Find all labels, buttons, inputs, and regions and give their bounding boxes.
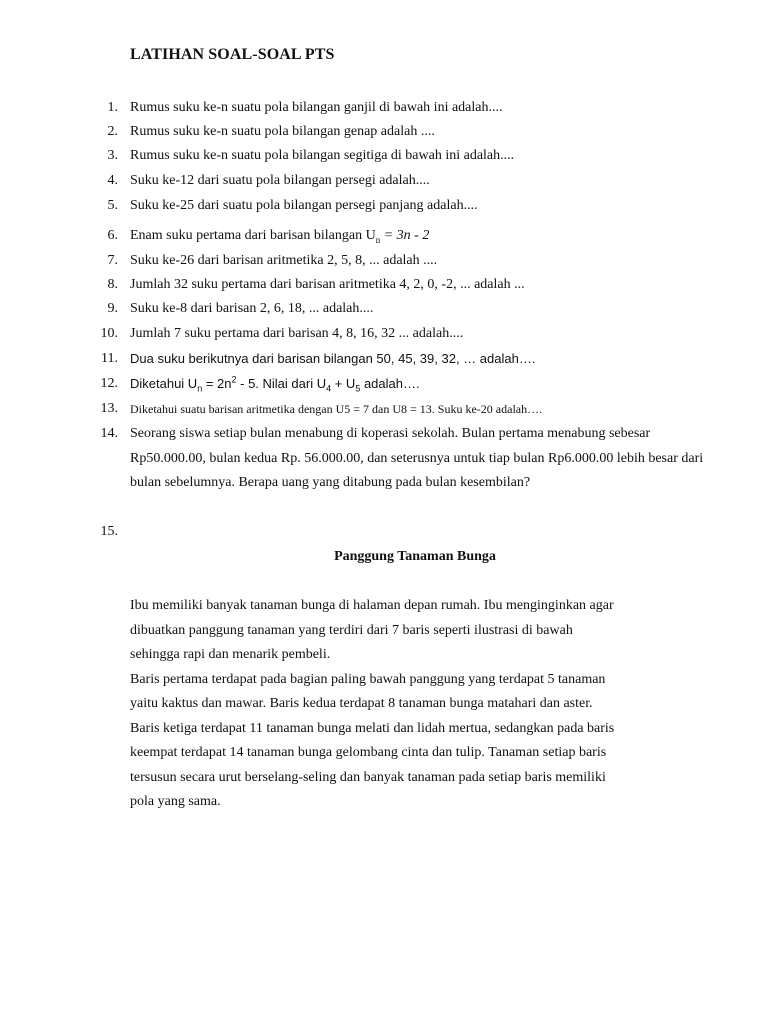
question-text: Suku ke-26 dari barisan aritmetika 2, 5, 8, ... adalah .... <box>130 253 438 268</box>
question-number: 6. <box>107 228 118 243</box>
question-number: 5. <box>107 198 118 213</box>
question-text: Rumus suku ke-n suatu pola bilangan genap adalah .... <box>130 124 435 139</box>
story-line: dibuatkan panggung tanaman yang terdiri dari 7 baris seperti ilustrasi di bawah <box>130 622 573 638</box>
question-number: 15. <box>100 524 118 539</box>
question-number: 4. <box>107 173 118 188</box>
story-line: tersusun secara urut berselang-seling dan banyak tanaman pada setiap baris memiliki <box>130 769 606 785</box>
question-number: 9. <box>107 301 118 316</box>
question-number: 14. <box>100 426 118 441</box>
story-line: Baris ketiga terdapat 11 tanaman bunga melati dan lidah mertua, sedangkan pada baris <box>130 720 615 736</box>
question-text: Jumlah 32 suku pertama dari barisan aritmetika 4, 2, 0, -2, ... adalah ... <box>130 277 525 292</box>
page-title: LATIHAN SOAL-SOAL PTS <box>130 46 335 63</box>
question-text: Diketahui $U_n = 2n^2 - 5$. Nilai dari $U_4 + U_5$ adalah…. <box>130 374 420 394</box>
question-text: Dua suku berikutnya dari barisan bilangan 50, 45, 39, 32, … adalah…. <box>130 351 536 366</box>
question-14-text <box>130 422 710 496</box>
story-line: sehingga rapi dan menarik pembeli. <box>130 647 331 662</box>
question-text: Suku ke-8 dari barisan 2, 6, 18, ... adalah.... <box>130 301 374 316</box>
question-number: 13. <box>100 401 118 416</box>
question-text: Suku ke-12 dari suatu pola bilangan persegi adalah.... <box>130 173 430 188</box>
story-line: pola yang sama. <box>130 794 221 809</box>
question-text-line: bulan sebelumnya. Berapa uang yang ditabung pada bulan kesembilan? <box>130 475 531 490</box>
question-number: 8. <box>107 277 118 292</box>
question-number: 11. <box>101 351 118 366</box>
story-line: Ibu memiliki banyak tanaman bunga di halaman depan rumah. Ibu menginginkan agar <box>130 598 614 613</box>
question-text: Suku ke-25 dari suatu pola bilangan persegi panjang adalah.... <box>130 198 478 213</box>
question-number: 12. <box>100 376 118 391</box>
story-line: keempat terdapat 14 tanaman bunga gelombang cinta dan tulip. Tanaman setiap baris <box>130 745 607 760</box>
question-text: Enam suku pertama dari barisan bilangan $U_n = 3n - 2$ <box>130 228 430 245</box>
question-text-line: Seorang siswa setiap bulan menabung di koperasi sekolah. Bulan pertama menabung sebesar <box>130 426 651 441</box>
question-number: 1. <box>107 100 118 115</box>
question-number: 7. <box>107 253 118 268</box>
story-line: yaitu kaktus dan mawar. Baris kedua terdapat 8 tanaman bunga matahari dan aster. <box>130 696 593 711</box>
question-text: Diketahui suatu barisan aritmetika dengan U5 = 7 dan U8 = 13. Suku ke-20 adalah…. <box>130 402 543 416</box>
question-text: Rumus suku ke-n suatu pola bilangan segitiga di bawah ini adalah.... <box>130 148 515 163</box>
story-text <box>130 594 630 815</box>
story-title: Panggung Tanaman Bunga <box>334 549 496 564</box>
question-text: Rumus suku ke-n suatu pola bilangan ganjil di bawah ini adalah.... <box>130 100 503 115</box>
question-number: 2. <box>107 124 118 139</box>
story-line: Baris pertama terdapat pada bagian paling bawah panggung yang terdapat 5 tanaman <box>130 671 606 687</box>
question-number: 10. <box>100 326 118 341</box>
question-text: Jumlah 7 suku pertama dari barisan 4, 8, 16, 32 ... adalah.... <box>130 326 464 341</box>
question-text-line: Rp50.000.00, bulan kedua Rp. 56.000.00, dan seterusnya untuk tiap bulan Rp6.000.00 lebih besar dari <box>130 450 704 466</box>
question-number: 3. <box>107 148 118 163</box>
